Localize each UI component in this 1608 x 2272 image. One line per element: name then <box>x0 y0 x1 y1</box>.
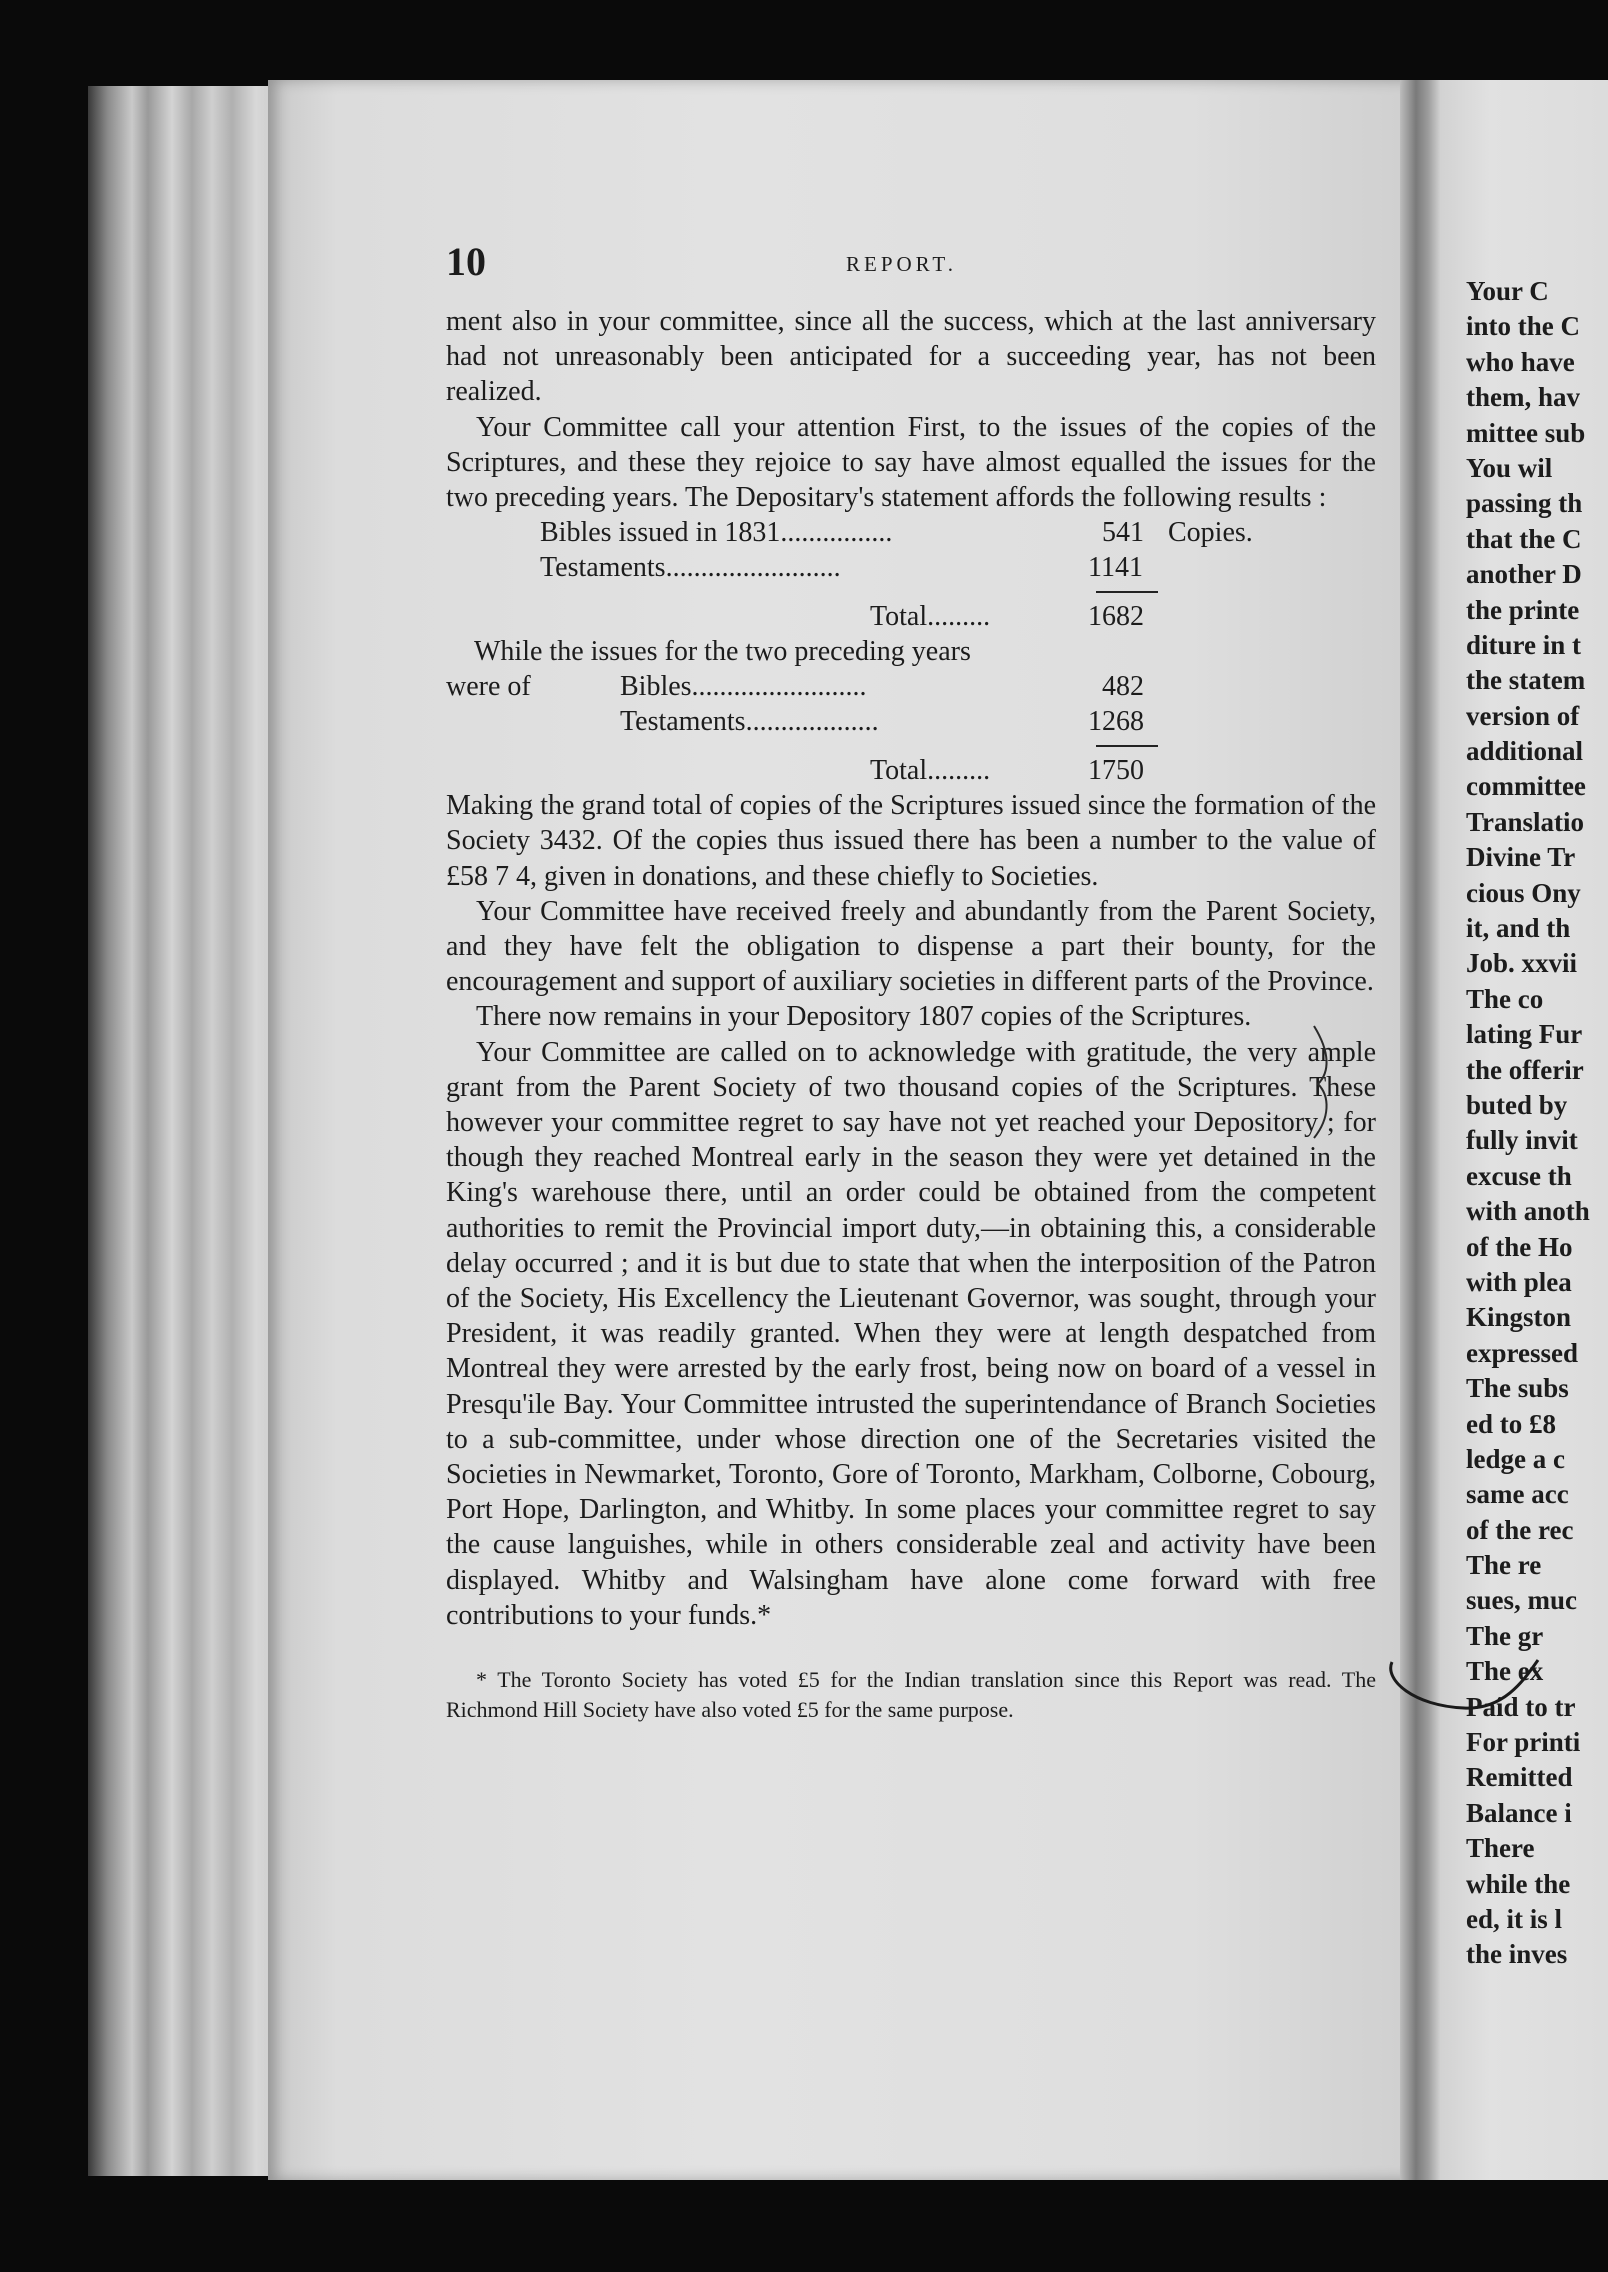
adjacent-line: cious Ony <box>1466 877 1581 908</box>
page-number: 10 <box>446 239 486 284</box>
adjacent-line: who have <box>1466 346 1575 377</box>
paragraph-5: There now remains in your Depository 1807 copies of the Scriptures. <box>476 1001 1252 1033</box>
adjacent-line: Divine Tr <box>1466 842 1576 873</box>
adjacent-line: lating Fur <box>1466 1019 1583 1050</box>
paragraph-2: Your Committee call your attention First, to the issues of the copies of the Scriptures, and these they rejoice to say have almost equalled the issues for the two preceding years. The Depositary's statement affords the following results : <box>446 411 1376 514</box>
adjacent-line: with plea <box>1466 1266 1572 1297</box>
adjacent-line: buted by <box>1466 1089 1568 1120</box>
prior-testaments-label: Testaments................... <box>620 706 879 738</box>
adjacent-line: The co <box>1466 983 1544 1014</box>
adjacent-line: ed to £8 <box>1466 1408 1556 1439</box>
were-of-label: were of <box>446 671 531 703</box>
sum-rule <box>446 585 1376 599</box>
total-label: Total......... <box>870 601 991 633</box>
adjacent-line: The gr <box>1466 1620 1544 1651</box>
adjacent-line: ed, it is l <box>1466 1903 1563 1934</box>
prior-row-total <box>446 753 1376 788</box>
page-gutter <box>1400 80 1440 2180</box>
handwritten-bracket-mark <box>1384 1640 1544 1720</box>
adjacent-line: You wil <box>1466 452 1553 483</box>
adjacent-line: same acc <box>1466 1479 1569 1510</box>
adjacent-line: Paid to tr <box>1466 1691 1576 1722</box>
adjacent-line: The subs <box>1466 1373 1569 1404</box>
adjacent-line: the printe <box>1466 594 1580 625</box>
page-header <box>446 238 1376 304</box>
adjacent-line: with anoth <box>1466 1196 1590 1227</box>
adjacent-line: Remitted <box>1466 1762 1573 1793</box>
adjacent-line: Balance i <box>1466 1797 1572 1828</box>
adjacent-line: For printi <box>1466 1727 1581 1758</box>
adjacent-line: Job. xxvii <box>1466 948 1578 979</box>
prior-bibles-value: 482 <box>1102 671 1144 703</box>
adjacent-line: ledge a c <box>1466 1443 1565 1474</box>
prior-intro: While the issues for the two preceding years <box>474 636 971 668</box>
adjacent-line: it, and th <box>1466 913 1571 944</box>
adjacent-line: The ex <box>1466 1656 1544 1687</box>
adjacent-line: fully invit <box>1466 1125 1578 1156</box>
prior-total-label: Total......... <box>870 755 991 787</box>
prior-total-value: 1750 <box>1088 755 1144 787</box>
adjacent-line: mittee sub <box>1466 417 1586 448</box>
adjacent-line: while the <box>1466 1868 1571 1899</box>
adjacent-line: the inves <box>1466 1939 1568 1970</box>
adjacent-line: There <box>1466 1833 1535 1864</box>
sum-rule <box>446 739 1376 753</box>
adjacent-line: version of <box>1466 700 1580 731</box>
prior-row-bibles <box>446 669 1376 704</box>
adjacent-line: of the rec <box>1466 1514 1574 1545</box>
page-text-block <box>446 238 1376 1725</box>
book-spine-edges <box>88 86 288 2176</box>
testaments-label: Testaments......................... <box>540 552 841 584</box>
paragraph-4: Your Committee have received freely and abundantly from the Parent Society, and they have felt the obligation to dispense a part their bounty, for the encouragement and support of auxiliary societies in different parts of the Province. <box>446 895 1376 998</box>
adjacent-line: into the C <box>1466 311 1580 342</box>
paragraph-3: Making the grand total of copies of the Scriptures issued since the formation of the Society 3432. Of the copies thus issued there has been a number to the value of £58 7 4, given in donations, and these chiefly to Societies. <box>446 790 1376 892</box>
paragraph-1: ment also in your committee, since all the success, which at the last anniversary had not unreasonably been anticipated for a succeeding year, has not been realized. <box>446 306 1376 408</box>
adjacent-line: of the Ho <box>1466 1231 1573 1262</box>
prior-bibles-label: Bibles......................... <box>620 671 867 703</box>
statement-prior-table <box>446 634 1376 788</box>
adjacent-line: committee <box>1466 771 1586 802</box>
bibles-label: Bibles issued in 1831................ <box>540 517 893 549</box>
total-value: 1682 <box>1088 601 1144 633</box>
footnote: * The Toronto Society has voted £5 for the Indian translation since this Report was read. The Richmond Hill Society have also voted £5 for the same purpose. <box>446 1667 1376 1723</box>
statement-row-total <box>446 599 1376 634</box>
adjacent-line: that the C <box>1466 523 1582 554</box>
adjacent-line: Translatio <box>1466 806 1585 837</box>
bibles-value: 541 <box>1102 517 1144 549</box>
prior-testaments-value: 1268 <box>1088 706 1144 738</box>
testaments-value: 1141 <box>1088 552 1143 584</box>
running-head: REPORT. <box>846 252 957 276</box>
adjacent-line: them, hav <box>1466 382 1580 413</box>
adjacent-line: the statem <box>1466 665 1586 696</box>
adjacent-line: excuse th <box>1466 1160 1572 1191</box>
adjacent-line: the offerir <box>1466 1054 1584 1085</box>
adjacent-line: additional <box>1466 736 1584 767</box>
adjacent-line: Your C <box>1466 276 1549 306</box>
adjacent-line: diture in t <box>1466 629 1582 660</box>
prior-intro-row <box>446 634 1376 669</box>
adjacent-line: Kingston <box>1466 1302 1572 1333</box>
paragraph-6: Your Committee are called on to acknowledge with gratitude, the very ample grant from the Parent Society of two thousand copies of the Scriptures. These however your committee regret to say have not yet reached your Depository ; for though they reached Montreal early in the season they were yet detained in the King's warehouse there, until an order could be obtained from the competent authorities to remit the Provincial import duty,—in obtaining this, a considerable delay occurred ; and it is but due to state that when the interposition of the Patron of the Society, His Excellency the Lieutenant Governor, was sought, through your President, it was readily granted. When they were at length despatched from Montreal they were arrested by the early frost, being now on board of a vessel in Presqu'ile Bay. Your Committee intrusted the superintendance of Branch Societies to a sub-committee, under whose direction one of the Secretaries visited the Societies in Newmarket, Toronto, Gore of Toronto, Markham, Colborne, Cobourg, Port Hope, Darlington, and Whitby. In some places your committee regret to say the cause languishes, while in others considerable zeal and activity have been displayed. Whitby and Walsingham have alone come forward with free contributions to your funds.* <box>446 1036 1376 1631</box>
handwritten-brace-mark <box>1308 1022 1338 1142</box>
statement-row-bibles <box>446 515 1376 550</box>
statement-row-testaments <box>446 550 1376 585</box>
copies-label: Copies. <box>1168 517 1253 549</box>
adjacent-line: expressed <box>1466 1337 1578 1368</box>
adjacent-line: passing th <box>1466 488 1583 519</box>
adjacent-line: another D <box>1466 559 1582 590</box>
adjacent-line: sues, muc <box>1466 1585 1578 1616</box>
prior-row-testaments <box>446 704 1376 739</box>
adjacent-line: The re <box>1466 1550 1542 1581</box>
statement-1831-table <box>446 515 1376 634</box>
